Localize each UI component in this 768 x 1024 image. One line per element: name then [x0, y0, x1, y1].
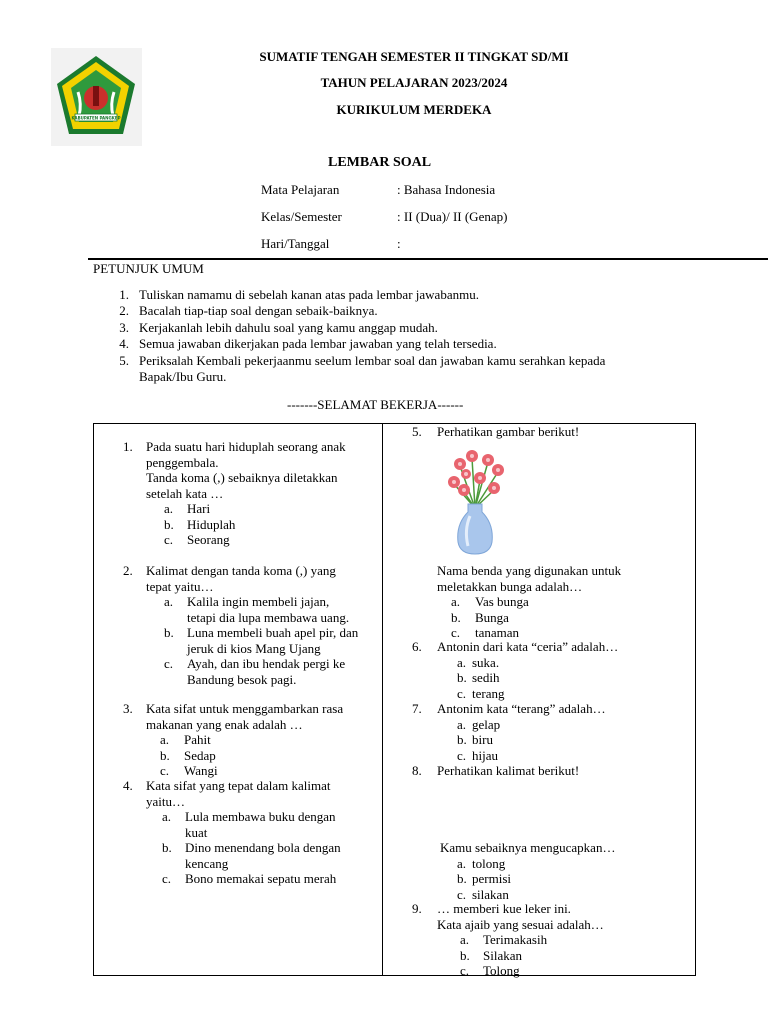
option-letter: c.	[460, 963, 470, 978]
instruction-number: 3.	[119, 319, 129, 335]
option-text: Pahit	[184, 732, 211, 747]
exam-title: SUMATIF TENGAH SEMESTER II TINGKAT SD/MI	[259, 49, 569, 64]
option-letter: a.	[457, 716, 467, 732]
option-text: Terimakasih	[483, 932, 548, 947]
question-text: setelah kata …	[146, 485, 224, 501]
question-text: Tanda koma (,) sebaiknya diletakkan	[146, 470, 338, 485]
instruction-text: Semua jawaban dikerjakan pada lembar jawaban yang telah tersedia.	[139, 336, 497, 352]
instruction-text: Tuliskan namamu di sebelah kanan atas pada lembar jawabanmu.	[139, 287, 479, 302]
option-letter: a.	[162, 809, 172, 824]
option-letter: a.	[460, 932, 470, 947]
option-letter: b.	[162, 840, 172, 855]
question-text: Kata sifat untuk menggambarkan rasa	[146, 701, 344, 716]
option-text: tolong	[472, 855, 506, 871]
flower-vase-picture	[440, 446, 510, 558]
option-text: hijau	[472, 747, 498, 763]
question-text: Perhatikan kalimat berikut!	[437, 763, 580, 778]
option-text: kencang	[185, 855, 229, 871]
option-text: Luna membeli buah apel pir, dan	[187, 625, 359, 640]
question-text: makanan yang enak adalah …	[146, 716, 303, 732]
option-letter: a.	[164, 501, 174, 516]
question-number: 3.	[123, 701, 133, 716]
question-number: 1.	[123, 439, 133, 454]
option-text: jeruk di kios Mang Ujang	[187, 640, 321, 656]
date-label: Hari/Tanggal	[261, 236, 330, 251]
option-letter: c.	[457, 747, 467, 763]
option-text: Sedap	[184, 747, 216, 763]
option-letter: c.	[457, 685, 467, 701]
option-letter: b.	[164, 516, 174, 532]
option-text: Bono memakai sepatu merah	[185, 871, 337, 886]
question-number: 8.	[412, 763, 422, 778]
sheet-title: LEMBAR SOAL	[328, 155, 432, 170]
option-letter: c.	[164, 532, 174, 547]
option-letter: c.	[162, 871, 172, 886]
question-text: meletakkan bunga adalah…	[437, 578, 583, 594]
option-text: kuat	[185, 824, 208, 840]
question-text: Nama benda yang digunakan untuk	[437, 563, 622, 578]
question-text: Pada suatu hari hiduplah seorang anak	[146, 439, 346, 454]
option-text: Bandung besok pagi.	[187, 671, 297, 687]
question-text: Kata ajaib yang sesuai adalah…	[437, 916, 604, 932]
option-letter: a.	[164, 594, 174, 609]
option-text: Tolong	[483, 963, 520, 978]
logo-banner: KABUPATEN PANGKEP	[71, 115, 121, 121]
left-question-column	[93, 423, 382, 976]
option-text: biru	[472, 732, 493, 747]
question-text: tepat yaitu…	[146, 578, 214, 594]
date-value: :	[397, 236, 401, 251]
header-rule	[88, 258, 768, 260]
instruction-text: Kerjakanlah lebih dahulu soal yang kamu anggap mudah.	[139, 319, 438, 335]
class-value: : II (Dua)/ II (Genap)	[397, 209, 508, 224]
curriculum: KURIKULUM MERDEKA	[336, 102, 492, 117]
greeting: -------SELAMAT BEKERJA------	[287, 397, 464, 412]
question-number: 5.	[412, 424, 422, 439]
option-text: Ayah, dan ibu hendak pergi ke	[187, 656, 346, 671]
option-letter: a.	[160, 732, 170, 747]
option-text: Hari	[187, 501, 211, 516]
instruction-text: Bapak/Ibu Guru.	[139, 368, 227, 384]
academic-year: TAHUN PELAJARAN 2023/2024	[320, 75, 508, 90]
option-letter: c.	[451, 625, 461, 640]
question-number: 9.	[412, 901, 422, 916]
instruction-number: 4.	[119, 336, 129, 352]
instruction-text: Periksalah Kembali pekerjaanmu seelum lembar soal dan jawaban kamu serahkan kepada	[139, 352, 606, 368]
option-text: Kalila ingin membeli jajan,	[187, 594, 330, 609]
option-text: Bunga	[475, 609, 509, 625]
option-letter: b.	[160, 747, 170, 763]
question-number: 7.	[412, 701, 422, 716]
instruction-number: 1.	[119, 287, 129, 302]
option-letter: b.	[451, 609, 461, 625]
instruction-number: 5.	[119, 352, 129, 368]
option-text: Wangi	[184, 763, 218, 778]
question-text: … memberi kue leker ini.	[437, 901, 571, 916]
question-text: Antonim kata “terang” adalah…	[437, 701, 606, 716]
option-text: tetapi dia lupa membawa uang.	[187, 609, 350, 625]
option-text: terang	[472, 685, 505, 701]
right-question-column	[383, 423, 696, 976]
option-letter: b.	[460, 947, 470, 963]
option-text: Hiduplah	[187, 516, 236, 532]
question-text: yaitu…	[146, 793, 185, 809]
option-text: Vas bunga	[475, 594, 529, 609]
option-text: suka.	[472, 654, 500, 670]
question-text: Kata sifat yang tepat dalam kalimat	[146, 778, 331, 793]
question-text: Antonin dari kata “ceria” adalah…	[437, 639, 619, 654]
option-letter: b.	[457, 732, 467, 747]
question-number: 2.	[123, 563, 133, 578]
question-number: 4.	[123, 778, 133, 793]
regency-emblem-icon	[51, 48, 142, 146]
option-letter: a.	[457, 654, 467, 670]
subject-value: : Bahasa Indonesia	[397, 182, 496, 197]
option-letter: b.	[457, 670, 467, 685]
option-letter: a.	[451, 594, 461, 609]
class-label: Kelas/Semester	[261, 209, 342, 224]
flower-vase-icon	[440, 446, 510, 558]
option-text: Dino menendang bola dengan	[185, 840, 341, 855]
question-number: 6.	[412, 639, 422, 654]
option-text: permisi	[472, 871, 511, 886]
option-letter: c.	[164, 656, 174, 671]
option-letter: c.	[160, 763, 170, 778]
instruction-number: 2.	[119, 303, 129, 319]
instruction-text: Bacalah tiap-tiap soal dengan sebaik-baiknya.	[139, 303, 378, 319]
option-letter: b.	[457, 871, 467, 886]
school-logo	[51, 48, 142, 146]
question-text: Perhatikan gambar berikut!	[437, 424, 580, 439]
option-text: gelap	[472, 716, 501, 732]
question-text: Kamu sebaiknya mengucapkan…	[440, 840, 616, 855]
question-text: Kalimat dengan tanda koma (,) yang	[146, 563, 336, 578]
question-text: penggembala.	[146, 454, 219, 470]
option-text: Silakan	[483, 947, 522, 963]
general-instructions-title: PETUNJUK UMUM	[93, 261, 204, 276]
option-text: tanaman	[475, 625, 520, 640]
option-text: silakan	[472, 886, 509, 902]
option-text: Lula membawa buku dengan	[185, 809, 336, 824]
option-letter: c.	[457, 886, 467, 902]
instruction-list	[115, 287, 675, 387]
option-text: sedih	[472, 670, 500, 685]
option-letter: a.	[457, 855, 467, 871]
subject-label: Mata Pelajaran	[261, 182, 340, 197]
option-letter: b.	[164, 625, 174, 640]
option-text: Seorang	[187, 532, 230, 547]
